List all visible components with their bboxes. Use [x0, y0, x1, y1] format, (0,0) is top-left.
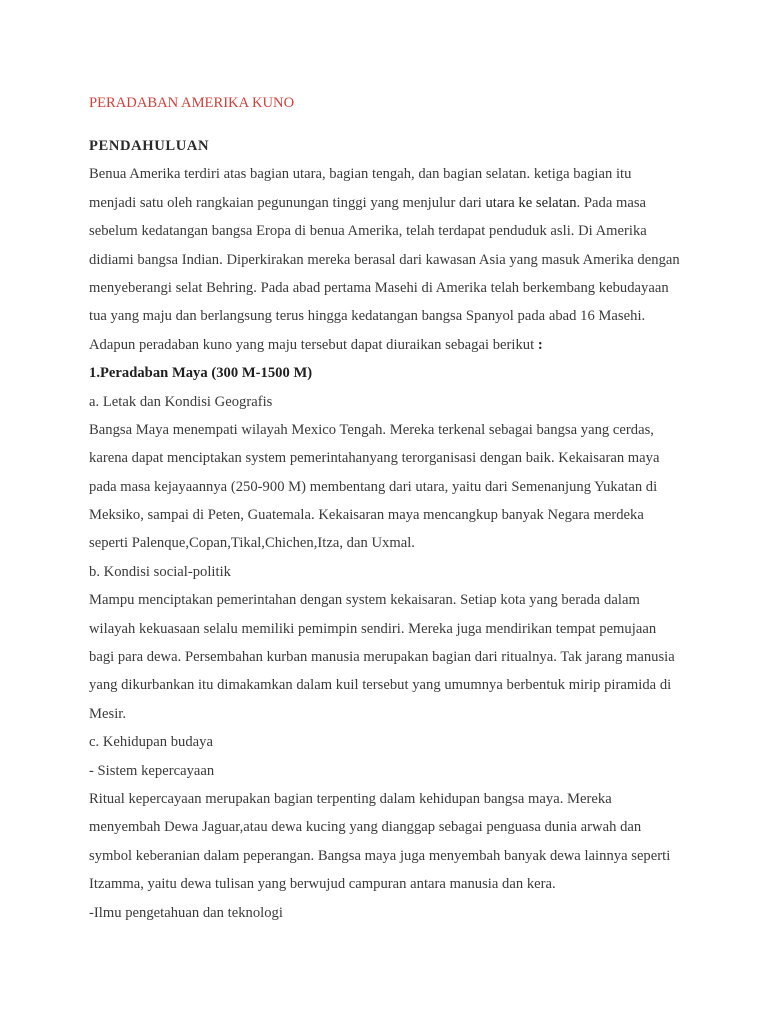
paragraph-line: bagi para dewa. Persembahan kurban manusia merupakan bagian dari ritualnya. Tak jarang manusia	[89, 649, 675, 666]
paragraph-line: Mesir.	[89, 705, 127, 722]
paragraph-line: seperti Palenque,Copan,Tikal,Chichen,Itza, dan Uxmal.	[89, 535, 415, 552]
subsection-label: c. Kehidupan budaya	[89, 734, 213, 751]
subsection-sublabel: - Sistem kepercayaan	[89, 762, 215, 779]
text-segment: Adapun peradaban kuno yang maju tersebut dapat diuraikan sebagai berikut	[89, 336, 538, 353]
paragraph-line: yang dikurbankan itu dimakamkan dalam kuil tersebut yang umumnya berbentuk mirip piramida di	[89, 677, 672, 694]
text-segment: utara ke selatan	[485, 194, 577, 211]
text-segment: . Pada masa	[576, 194, 647, 211]
paragraph-line: Ritual kepercayaan merupakan bagian terpenting dalam kehidupan bangsa maya. Mereka	[89, 790, 612, 807]
paragraph-line: karena dapat menciptakan system pemerintahanyang terorganisasi dengan baik. Kekaisaran maya	[89, 450, 660, 467]
paragraph-line: Meksiko, sampai di Peten, Guatemala. Kekaisaran maya mencangkup banyak Negara merdeka	[89, 507, 644, 524]
subsection-label: a. Letak dan Kondisi Geografis	[89, 393, 273, 410]
paragraph-line: Benua Amerika terdiri atas bagian utara, bagian tengah, dan bagian selatan. ketiga bagian itu	[89, 166, 632, 183]
paragraph-line	[89, 331, 689, 359]
paragraph-line	[89, 189, 689, 217]
text-segment: menjadi satu oleh rangkaian pegunungan tinggi yang menjulur dari	[89, 194, 486, 211]
paragraph-line: pada masa kejayaannya (250-900 M) membentang dari utara, yaitu dari Semenanjung Yukatan di	[89, 478, 658, 495]
paragraph-line: Itzamma, yaitu dewa tulisan yang berwujud campuran antara manusia dan kera.	[89, 876, 556, 893]
paragraph-line: Mampu menciptakan pemerintahan dengan system kekaisaran. Setiap kota yang berada dalam	[89, 592, 640, 609]
section-heading-maya: 1.Peradaban Maya (300 M-1500 M)	[89, 365, 313, 382]
paragraph-line: tua yang maju dan berlangsung terus hingga kedatangan bangsa Spanyol pada abad 16 Masehi.	[89, 308, 646, 325]
text-segment: :	[537, 336, 543, 353]
paragraph-line: menyembah Dewa Jaguar,atau dewa kucing yang dianggap sebagai penguasa dunia arwah dan	[89, 819, 642, 836]
paragraph-line: Bangsa Maya menempati wilayah Mexico Tengah. Mereka terkenal sebagai bangsa yang cerdas,	[89, 421, 654, 438]
paragraph-line: didiami bangsa Indian. Diperkirakan mereka berasal dari kawasan Asia yang masuk Amerika dengan	[89, 251, 680, 268]
section-heading-pendahuluan: PENDAHULUAN	[89, 138, 210, 154]
subsection-label: b. Kondisi social-politik	[89, 563, 231, 580]
paragraph-line: wilayah kekuasaan selalu memiliki pemimpin sendiri. Mereka juga mendirikan tempat pemujaan	[89, 620, 657, 637]
paragraph-line: sebelum kedatangan bangsa Eropa di benua Amerika, telah terdapat penduduk asli. Di Amerika	[89, 223, 647, 240]
paragraph-line: menyeberangi selat Behring. Pada abad pertama Masehi di Amerika telah berkembang kebudayaan	[89, 279, 669, 296]
document-page	[89, 93, 689, 927]
subsection-sublabel: -Ilmu pengetahuan dan teknologi	[89, 904, 283, 921]
paragraph-line: symbol keberanian dalam peperangan. Bangsa maya juga menyembah banyak dewa lainnya seperti	[89, 847, 671, 864]
document-title: PERADABAN AMERIKA KUNO	[89, 95, 295, 111]
